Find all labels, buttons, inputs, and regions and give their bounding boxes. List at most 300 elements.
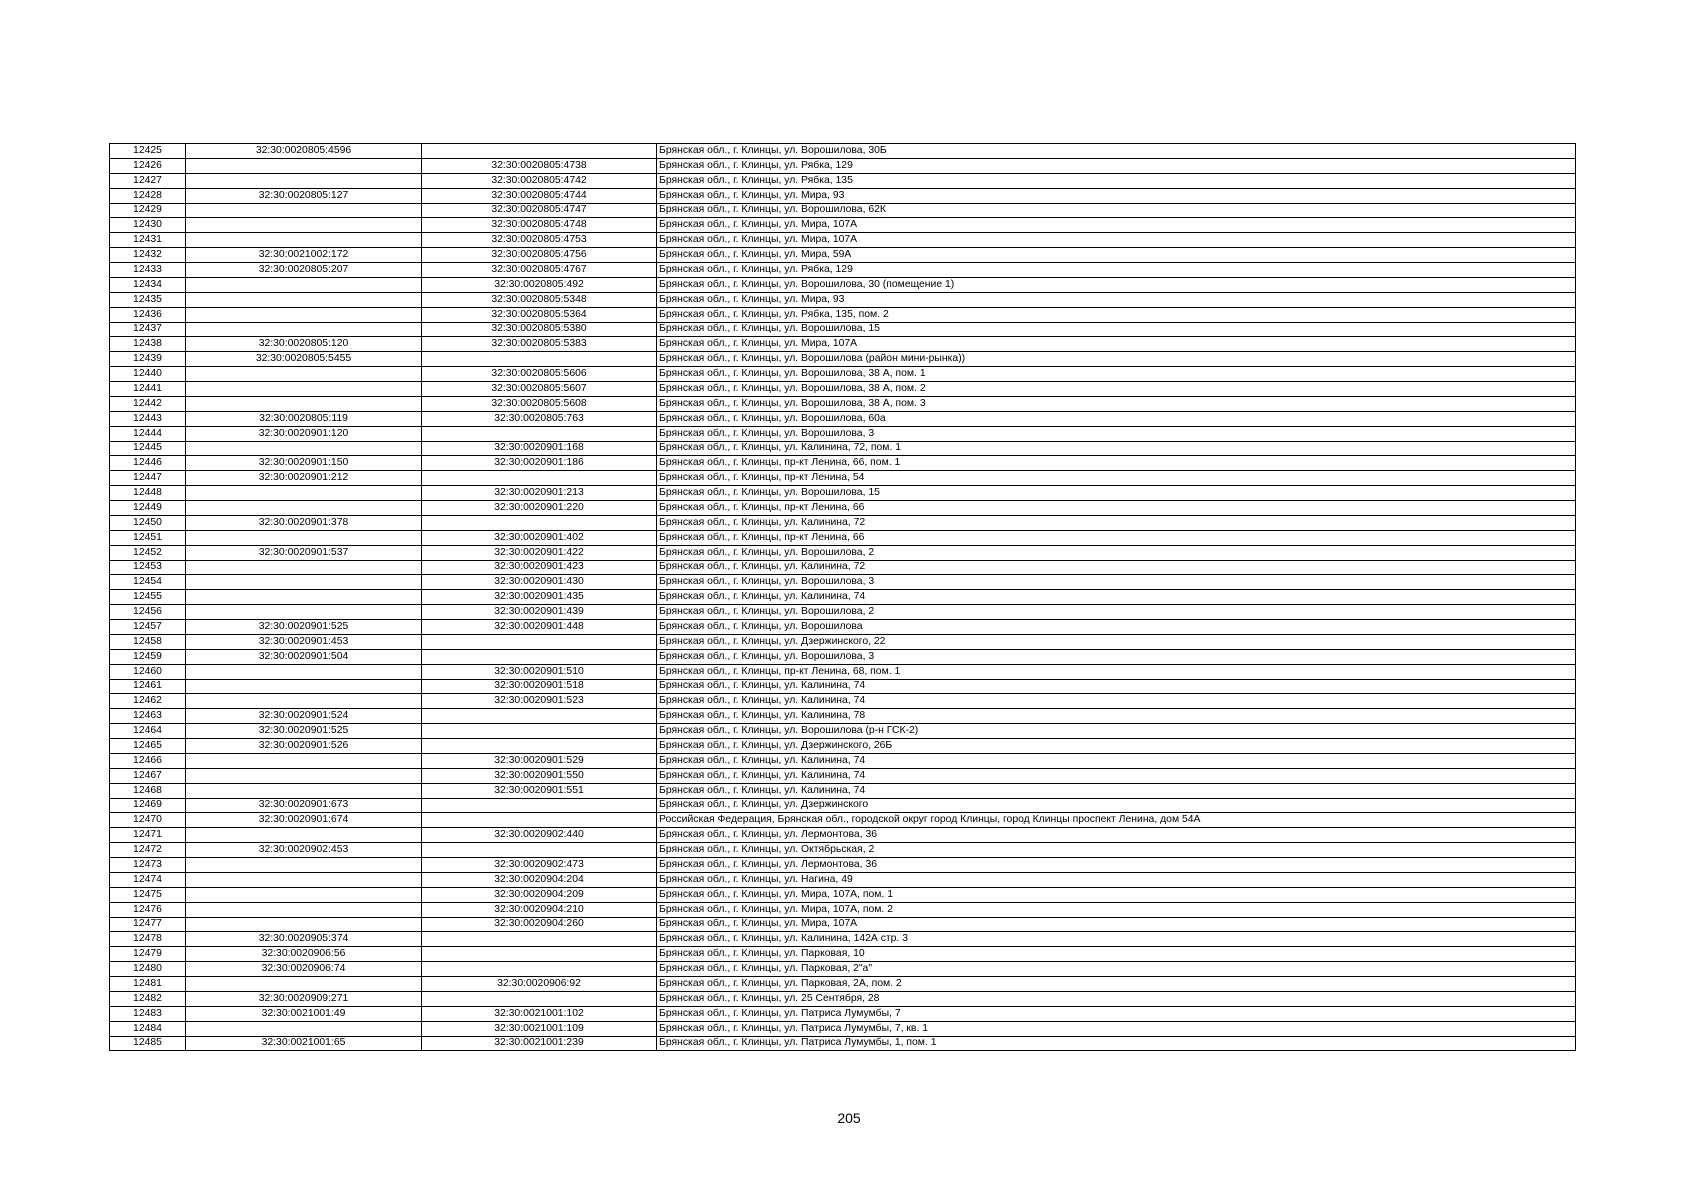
linked-cadastral-number-cell: [422, 947, 657, 962]
address-cell: Брянская обл., г. Клинцы, пр-кт Ленина, 66: [657, 501, 1576, 516]
table-row: [110, 709, 1576, 724]
row-number-cell: 12429: [110, 203, 186, 218]
linked-cadastral-number-cell: [422, 991, 657, 1006]
address-cell: Брянская обл., г. Клинцы, ул. Мира, 107А: [657, 917, 1576, 932]
table-row: [110, 575, 1576, 590]
row-number-cell: 12483: [110, 1006, 186, 1021]
address-cell: Брянская обл., г. Клинцы, ул. Калинина, 78: [657, 709, 1576, 724]
address-cell: Брянская обл., г. Клинцы, пр-кт Ленина, 54: [657, 471, 1576, 486]
linked-cadastral-number-cell: 32:30:0020901:213: [422, 486, 657, 501]
address-cell: Брянская обл., г. Клинцы, пр-кт Ленина, 66: [657, 530, 1576, 545]
linked-cadastral-number-cell: 32:30:0020805:4742: [422, 173, 657, 188]
row-number-cell: 12485: [110, 1036, 186, 1051]
row-number-cell: 12446: [110, 456, 186, 471]
address-cell: Брянская обл., г. Клинцы, ул. Октябрьская, 2: [657, 843, 1576, 858]
table-row: [110, 649, 1576, 664]
table-row: [110, 590, 1576, 605]
address-cell: Брянская обл., г. Клинцы, ул. Калинина, 72: [657, 515, 1576, 530]
linked-cadastral-number-cell: 32:30:0020805:4747: [422, 203, 657, 218]
address-cell: Брянская обл., г. Клинцы, ул. Патриса Лумумбы, 7, кв. 1: [657, 1021, 1576, 1036]
row-number-cell: 12462: [110, 694, 186, 709]
row-number-cell: 12473: [110, 858, 186, 873]
address-cell: Брянская обл., г. Клинцы, ул. Калинина, 74: [657, 768, 1576, 783]
linked-cadastral-number-cell: 32:30:0020902:473: [422, 858, 657, 873]
address-cell: Брянская обл., г. Клинцы, ул. Ворошилова, 15: [657, 322, 1576, 337]
address-cell: Брянская обл., г. Клинцы, ул. Калинина, 74: [657, 753, 1576, 768]
linked-cadastral-number-cell: [422, 798, 657, 813]
table-row: [110, 158, 1576, 173]
row-number-cell: 12445: [110, 441, 186, 456]
table-row: [110, 188, 1576, 203]
linked-cadastral-number-cell: [422, 709, 657, 724]
row-number-cell: 12479: [110, 947, 186, 962]
cadastral-number-cell: 32:30:0020805:127: [186, 188, 422, 203]
address-cell: Брянская обл., г. Клинцы, ул. Калинина, 142А стр. 3: [657, 932, 1576, 947]
row-number-cell: 12464: [110, 724, 186, 739]
row-number-cell: 12426: [110, 158, 186, 173]
address-cell: Брянская обл., г. Клинцы, ул. Ворошилова, 3: [657, 426, 1576, 441]
linked-cadastral-number-cell: 32:30:0021001:102: [422, 1006, 657, 1021]
address-cell: Брянская обл., г. Клинцы, ул. Лермонтова, 36: [657, 828, 1576, 843]
linked-cadastral-number-cell: 32:30:0020901:430: [422, 575, 657, 590]
cadastral-number-cell: [186, 501, 422, 516]
row-number-cell: 12460: [110, 664, 186, 679]
address-cell: Брянская обл., г. Клинцы, ул. Парковая, 2"а": [657, 962, 1576, 977]
linked-cadastral-number-cell: 32:30:0020805:5606: [422, 367, 657, 382]
row-number-cell: 12448: [110, 486, 186, 501]
table-row: [110, 664, 1576, 679]
table-row: [110, 307, 1576, 322]
table-row: [110, 798, 1576, 813]
cadastral-number-cell: 32:30:0020901:673: [186, 798, 422, 813]
linked-cadastral-number-cell: [422, 724, 657, 739]
address-cell: Брянская обл., г. Клинцы, ул. Калинина, 72, пом. 1: [657, 441, 1576, 456]
table-row: [110, 887, 1576, 902]
table-row: [110, 382, 1576, 397]
row-number-cell: 12427: [110, 173, 186, 188]
table-row: [110, 858, 1576, 873]
address-cell: Брянская обл., г. Клинцы, ул. Парковая, 10: [657, 947, 1576, 962]
cadastral-number-cell: 32:30:0020805:4596: [186, 144, 422, 159]
row-number-cell: 12447: [110, 471, 186, 486]
table-row: [110, 768, 1576, 783]
row-number-cell: 12436: [110, 307, 186, 322]
cadastral-number-cell: [186, 694, 422, 709]
row-number-cell: 12428: [110, 188, 186, 203]
address-cell: Российская Федерация, Брянская обл., городской округ город Клинцы, город Клинцы проспект Ленина, дом 54А: [657, 813, 1576, 828]
address-cell: Брянская обл., г. Клинцы, ул. Мира, 93: [657, 188, 1576, 203]
linked-cadastral-number-cell: 32:30:0020901:402: [422, 530, 657, 545]
row-number-cell: 12451: [110, 530, 186, 545]
address-cell: Брянская обл., г. Клинцы, ул. Калинина, 72: [657, 560, 1576, 575]
cadastral-number-cell: 32:30:0020909:271: [186, 991, 422, 1006]
cadastral-number-cell: [186, 872, 422, 887]
cadastral-number-cell: 32:30:0020901:504: [186, 649, 422, 664]
address-cell: Брянская обл., г. Клинцы, ул. Дзержинского, 26Б: [657, 739, 1576, 754]
table-row: [110, 843, 1576, 858]
address-cell: Брянская обл., г. Клинцы, ул. Ворошилова, 38 А, пом. 2: [657, 382, 1576, 397]
table-row: [110, 471, 1576, 486]
cadastral-number-cell: [186, 307, 422, 322]
cadastral-number-cell: 32:30:0020905:374: [186, 932, 422, 947]
linked-cadastral-number-cell: [422, 515, 657, 530]
cadastral-number-cell: [186, 560, 422, 575]
address-cell: Брянская обл., г. Клинцы, ул. Ворошилова (р-н ГСК-2): [657, 724, 1576, 739]
table-row: [110, 352, 1576, 367]
row-number-cell: 12459: [110, 649, 186, 664]
linked-cadastral-number-cell: 32:30:0020901:422: [422, 545, 657, 560]
row-number-cell: 12465: [110, 739, 186, 754]
row-number-cell: 12457: [110, 620, 186, 635]
cadastral-number-cell: [186, 605, 422, 620]
table-row: [110, 233, 1576, 248]
cadastral-number-cell: 32:30:0020901:524: [186, 709, 422, 724]
cadastral-number-cell: 32:30:0020805:207: [186, 263, 422, 278]
row-number-cell: 12472: [110, 843, 186, 858]
linked-cadastral-number-cell: [422, 962, 657, 977]
address-cell: Брянская обл., г. Клинцы, ул. Мира, 107А: [657, 233, 1576, 248]
table-row: [110, 545, 1576, 560]
table-row: [110, 411, 1576, 426]
linked-cadastral-number-cell: 32:30:0021001:239: [422, 1036, 657, 1051]
row-number-cell: 12435: [110, 292, 186, 307]
cadastral-number-cell: [186, 753, 422, 768]
table-row: [110, 456, 1576, 471]
cadastral-number-cell: 32:30:0021001:65: [186, 1036, 422, 1051]
cadastral-number-cell: [186, 233, 422, 248]
linked-cadastral-number-cell: 32:30:0020805:4767: [422, 263, 657, 278]
row-number-cell: 12453: [110, 560, 186, 575]
linked-cadastral-number-cell: 32:30:0020904:209: [422, 887, 657, 902]
cadastral-number-cell: [186, 322, 422, 337]
linked-cadastral-number-cell: 32:30:0020901:423: [422, 560, 657, 575]
cadastral-number-cell: 32:30:0020805:120: [186, 337, 422, 352]
linked-cadastral-number-cell: 32:30:0020805:4748: [422, 218, 657, 233]
table-row: [110, 486, 1576, 501]
linked-cadastral-number-cell: 32:30:0020805:763: [422, 411, 657, 426]
linked-cadastral-number-cell: [422, 739, 657, 754]
address-cell: Брянская обл., г. Клинцы, ул. Мира, 107А, пом. 2: [657, 902, 1576, 917]
row-number-cell: 12484: [110, 1021, 186, 1036]
cadastral-number-cell: [186, 367, 422, 382]
row-number-cell: 12474: [110, 872, 186, 887]
cadastral-number-cell: [186, 292, 422, 307]
table-row: [110, 828, 1576, 843]
address-cell: Брянская обл., г. Клинцы, ул. Ворошилова, 30 (помещение 1): [657, 277, 1576, 292]
address-cell: Брянская обл., г. Клинцы, ул. Рябка, 129: [657, 263, 1576, 278]
cadastral-number-cell: [186, 664, 422, 679]
row-number-cell: 12455: [110, 590, 186, 605]
linked-cadastral-number-cell: 32:30:0020904:204: [422, 872, 657, 887]
cadastral-number-cell: [186, 173, 422, 188]
table-row: [110, 426, 1576, 441]
row-number-cell: 12434: [110, 277, 186, 292]
address-cell: Брянская обл., г. Клинцы, ул. Ворошилова (район мини-рынка)): [657, 352, 1576, 367]
row-number-cell: 12468: [110, 783, 186, 798]
linked-cadastral-number-cell: 32:30:0020901:186: [422, 456, 657, 471]
table-row: [110, 694, 1576, 709]
row-number-cell: 12439: [110, 352, 186, 367]
row-number-cell: 12432: [110, 248, 186, 263]
linked-cadastral-number-cell: 32:30:0020805:4738: [422, 158, 657, 173]
cadastral-number-cell: 32:30:0020901:150: [186, 456, 422, 471]
row-number-cell: 12438: [110, 337, 186, 352]
row-number-cell: 12440: [110, 367, 186, 382]
linked-cadastral-number-cell: 32:30:0020906:92: [422, 977, 657, 992]
table-row: [110, 396, 1576, 411]
address-cell: Брянская обл., г. Клинцы, ул. Ворошилова, 3: [657, 649, 1576, 664]
cadastral-number-cell: [186, 917, 422, 932]
row-number-cell: 12450: [110, 515, 186, 530]
address-cell: Брянская обл., г. Клинцы, ул. Мира, 107А: [657, 218, 1576, 233]
linked-cadastral-number-cell: 32:30:0020901:551: [422, 783, 657, 798]
page-number: 205: [837, 1110, 861, 1126]
cadastral-number-cell: [186, 590, 422, 605]
row-number-cell: 12461: [110, 679, 186, 694]
linked-cadastral-number-cell: [422, 649, 657, 664]
linked-cadastral-number-cell: 32:30:0020805:5348: [422, 292, 657, 307]
linked-cadastral-number-cell: [422, 471, 657, 486]
table-row: [110, 932, 1576, 947]
table-row: [110, 263, 1576, 278]
address-cell: Брянская обл., г. Клинцы, ул. Рябка, 135: [657, 173, 1576, 188]
linked-cadastral-number-cell: 32:30:0021001:109: [422, 1021, 657, 1036]
address-cell: Брянская обл., г. Клинцы, ул. Калинина, 74: [657, 783, 1576, 798]
address-cell: Брянская обл., г. Клинцы, ул. Мира, 59А: [657, 248, 1576, 263]
address-cell: Брянская обл., г. Клинцы, ул. 25 Сентября, 28: [657, 991, 1576, 1006]
linked-cadastral-number-cell: 32:30:0020901:448: [422, 620, 657, 635]
linked-cadastral-number-cell: 32:30:0020901:220: [422, 501, 657, 516]
linked-cadastral-number-cell: [422, 426, 657, 441]
linked-cadastral-number-cell: 32:30:0020901:510: [422, 664, 657, 679]
cadastral-number-cell: [186, 858, 422, 873]
row-number-cell: 12469: [110, 798, 186, 813]
address-cell: Брянская обл., г. Клинцы, пр-кт Ленина, 66, пом. 1: [657, 456, 1576, 471]
table-row: [110, 322, 1576, 337]
cadastral-number-cell: 32:30:0020901:537: [186, 545, 422, 560]
cadastral-number-cell: [186, 441, 422, 456]
cadastral-number-cell: [186, 486, 422, 501]
table-row: [110, 292, 1576, 307]
row-number-cell: 12454: [110, 575, 186, 590]
linked-cadastral-number-cell: [422, 352, 657, 367]
table-row: [110, 441, 1576, 456]
table-row: [110, 753, 1576, 768]
cadastral-number-cell: 32:30:0020902:453: [186, 843, 422, 858]
address-cell: Брянская обл., г. Клинцы, ул. Калинина, 74: [657, 590, 1576, 605]
cadastral-number-cell: [186, 828, 422, 843]
row-number-cell: 12458: [110, 634, 186, 649]
table-row: [110, 991, 1576, 1006]
row-number-cell: 12441: [110, 382, 186, 397]
cadastral-number-cell: [186, 977, 422, 992]
linked-cadastral-number-cell: [422, 932, 657, 947]
cadastral-number-cell: [186, 575, 422, 590]
linked-cadastral-number-cell: 32:30:0020904:260: [422, 917, 657, 932]
linked-cadastral-number-cell: 32:30:0020805:5607: [422, 382, 657, 397]
cadastral-number-cell: [186, 530, 422, 545]
table-row: [110, 813, 1576, 828]
cadastral-number-cell: [186, 1021, 422, 1036]
address-cell: Брянская обл., г. Клинцы, ул. Ворошилова, 2: [657, 545, 1576, 560]
row-number-cell: 12471: [110, 828, 186, 843]
linked-cadastral-number-cell: 32:30:0020805:4744: [422, 188, 657, 203]
cadastral-number-cell: 32:30:0020901:526: [186, 739, 422, 754]
table-row: [110, 977, 1576, 992]
cadastral-number-cell: [186, 396, 422, 411]
linked-cadastral-number-cell: 32:30:0020901:518: [422, 679, 657, 694]
row-number-cell: 12437: [110, 322, 186, 337]
cadastral-number-cell: 32:30:0020906:56: [186, 947, 422, 962]
table-row: [110, 724, 1576, 739]
address-cell: Брянская обл., г. Клинцы, ул. Ворошилова, 3: [657, 575, 1576, 590]
table-row: [110, 501, 1576, 516]
cadastral-number-cell: 32:30:0020901:120: [186, 426, 422, 441]
property-table: [109, 143, 1576, 1051]
cadastral-number-cell: [186, 887, 422, 902]
linked-cadastral-number-cell: 32:30:0020805:5380: [422, 322, 657, 337]
address-cell: Брянская обл., г. Клинцы, ул. Калинина, 74: [657, 679, 1576, 694]
table-row: [110, 1006, 1576, 1021]
address-cell: Брянская обл., г. Клинцы, ул. Нагина, 49: [657, 872, 1576, 887]
address-cell: Брянская обл., г. Клинцы, ул. Мира, 107А, пом. 1: [657, 887, 1576, 902]
linked-cadastral-number-cell: 32:30:0020805:4753: [422, 233, 657, 248]
linked-cadastral-number-cell: 32:30:0020805:492: [422, 277, 657, 292]
address-cell: Брянская обл., г. Клинцы, ул. Парковая, 2А, пом. 2: [657, 977, 1576, 992]
cadastral-number-cell: [186, 158, 422, 173]
address-cell: Брянская обл., г. Клинцы, ул. Ворошилова, 60а: [657, 411, 1576, 426]
row-number-cell: 12480: [110, 962, 186, 977]
row-number-cell: 12475: [110, 887, 186, 902]
table-row: [110, 1036, 1576, 1051]
row-number-cell: 12477: [110, 917, 186, 932]
table-row: [110, 962, 1576, 977]
address-cell: Брянская обл., г. Клинцы, ул. Ворошилова, 38 А, пом. 3: [657, 396, 1576, 411]
cadastral-number-cell: 32:30:0021002:172: [186, 248, 422, 263]
table-row: [110, 783, 1576, 798]
linked-cadastral-number-cell: 32:30:0020901:523: [422, 694, 657, 709]
cadastral-number-cell: [186, 679, 422, 694]
cadastral-number-cell: 32:30:0021001:49: [186, 1006, 422, 1021]
table-row: [110, 367, 1576, 382]
cadastral-number-cell: [186, 218, 422, 233]
cadastral-number-cell: 32:30:0020901:453: [186, 634, 422, 649]
table-row: [110, 620, 1576, 635]
address-cell: Брянская обл., г. Клинцы, ул. Дзержинского: [657, 798, 1576, 813]
table-row: [110, 605, 1576, 620]
address-cell: Брянская обл., г. Клинцы, ул. Дзержинского, 22: [657, 634, 1576, 649]
table-row: [110, 530, 1576, 545]
address-cell: Брянская обл., г. Клинцы, ул. Рябка, 135, пом. 2: [657, 307, 1576, 322]
row-number-cell: 12466: [110, 753, 186, 768]
linked-cadastral-number-cell: 32:30:0020805:5383: [422, 337, 657, 352]
cadastral-number-cell: 32:30:0020901:212: [186, 471, 422, 486]
address-cell: Брянская обл., г. Клинцы, ул. Ворошилова, 2: [657, 605, 1576, 620]
address-cell: Брянская обл., г. Клинцы, ул. Ворошилова, 38 А, пом. 1: [657, 367, 1576, 382]
row-number-cell: 12433: [110, 263, 186, 278]
linked-cadastral-number-cell: 32:30:0020901:168: [422, 441, 657, 456]
table-row: [110, 1021, 1576, 1036]
address-cell: Брянская обл., г. Клинцы, пр-кт Ленина, 68, пом. 1: [657, 664, 1576, 679]
table-row: [110, 917, 1576, 932]
linked-cadastral-number-cell: 32:30:0020901:529: [422, 753, 657, 768]
table-row: [110, 679, 1576, 694]
cadastral-number-cell: [186, 277, 422, 292]
address-cell: Брянская обл., г. Клинцы, ул. Патриса Лумумбы, 1, пом. 1: [657, 1036, 1576, 1051]
row-number-cell: 12463: [110, 709, 186, 724]
table-row: [110, 203, 1576, 218]
cadastral-number-cell: 32:30:0020901:525: [186, 620, 422, 635]
cadastral-number-cell: [186, 203, 422, 218]
address-cell: Брянская обл., г. Клинцы, ул. Ворошилова, 30Б: [657, 144, 1576, 159]
linked-cadastral-number-cell: 32:30:0020904:210: [422, 902, 657, 917]
row-number-cell: 12430: [110, 218, 186, 233]
row-number-cell: 12452: [110, 545, 186, 560]
address-cell: Брянская обл., г. Клинцы, ул. Калинина, 74: [657, 694, 1576, 709]
cadastral-number-cell: [186, 902, 422, 917]
linked-cadastral-number-cell: [422, 634, 657, 649]
linked-cadastral-number-cell: 32:30:0020805:5364: [422, 307, 657, 322]
row-number-cell: 12443: [110, 411, 186, 426]
row-number-cell: 12449: [110, 501, 186, 516]
linked-cadastral-number-cell: 32:30:0020902:440: [422, 828, 657, 843]
linked-cadastral-number-cell: [422, 144, 657, 159]
address-cell: Брянская обл., г. Клинцы, ул. Рябка, 129: [657, 158, 1576, 173]
table-row: [110, 902, 1576, 917]
cadastral-number-cell: 32:30:0020805:5455: [186, 352, 422, 367]
linked-cadastral-number-cell: 32:30:0020901:550: [422, 768, 657, 783]
cadastral-number-cell: [186, 382, 422, 397]
table-row: [110, 872, 1576, 887]
address-cell: Брянская обл., г. Клинцы, ул. Патриса Лумумбы, 7: [657, 1006, 1576, 1021]
table-row: [110, 515, 1576, 530]
cadastral-number-cell: 32:30:0020901:525: [186, 724, 422, 739]
address-cell: Брянская обл., г. Клинцы, ул. Ворошилова, 15: [657, 486, 1576, 501]
address-cell: Брянская обл., г. Клинцы, ул. Ворошилова, 62К: [657, 203, 1576, 218]
cadastral-number-cell: [186, 768, 422, 783]
cadastral-number-cell: 32:30:0020901:674: [186, 813, 422, 828]
table-row: [110, 277, 1576, 292]
linked-cadastral-number-cell: [422, 813, 657, 828]
linked-cadastral-number-cell: 32:30:0020901:435: [422, 590, 657, 605]
address-cell: Брянская обл., г. Клинцы, ул. Мира, 107А: [657, 337, 1576, 352]
row-number-cell: 12478: [110, 932, 186, 947]
linked-cadastral-number-cell: 32:30:0020805:4756: [422, 248, 657, 263]
row-number-cell: 12467: [110, 768, 186, 783]
row-number-cell: 12442: [110, 396, 186, 411]
property-table-body: [110, 144, 1576, 1051]
linked-cadastral-number-cell: [422, 843, 657, 858]
row-number-cell: 12481: [110, 977, 186, 992]
row-number-cell: 12425: [110, 144, 186, 159]
table-row: [110, 173, 1576, 188]
table-row: [110, 634, 1576, 649]
cadastral-number-cell: 32:30:0020805:119: [186, 411, 422, 426]
cadastral-number-cell: 32:30:0020901:378: [186, 515, 422, 530]
address-cell: Брянская обл., г. Клинцы, ул. Лермонтова, 36: [657, 858, 1576, 873]
row-number-cell: 12482: [110, 991, 186, 1006]
linked-cadastral-number-cell: 32:30:0020805:5608: [422, 396, 657, 411]
table-row: [110, 560, 1576, 575]
table-row: [110, 144, 1576, 159]
cadastral-number-cell: [186, 783, 422, 798]
row-number-cell: 12444: [110, 426, 186, 441]
address-cell: Брянская обл., г. Клинцы, ул. Мира, 93: [657, 292, 1576, 307]
table-row: [110, 218, 1576, 233]
cadastral-number-cell: 32:30:0020906:74: [186, 962, 422, 977]
table-row: [110, 248, 1576, 263]
linked-cadastral-number-cell: 32:30:0020901:439: [422, 605, 657, 620]
